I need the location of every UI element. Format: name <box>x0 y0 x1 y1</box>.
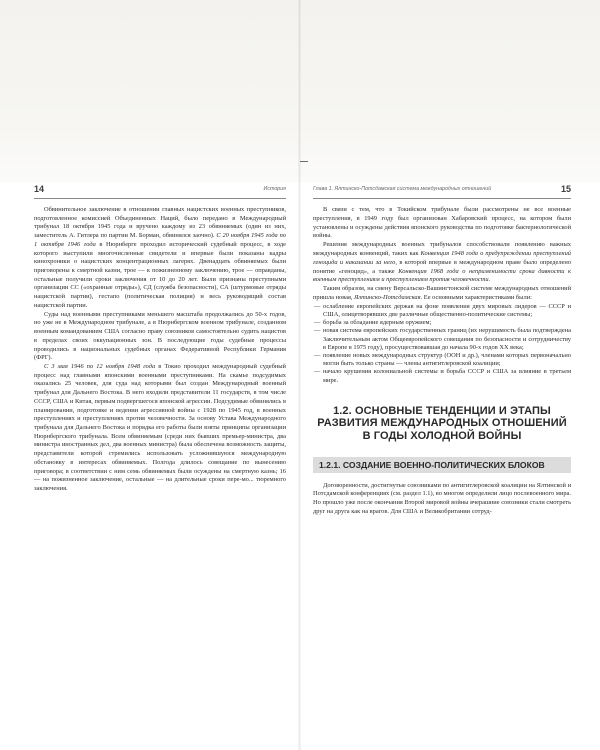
right-page-number: 15 <box>560 184 571 194</box>
right-paragraphs <box>313 206 571 303</box>
text-run: в Токио проходил международный судебный процесс над главными японскими военными преступниками. На скамье подсудимых оказались 25 человек, для суда над которыми был создан Международный военный трибунал для Дальнего Востока. В него входили представители 11 государств, в том числе СССР, США и Китая, первым подвергшегося японской агрессии. Подсудимые обвинялись в планировании, подготовке и ведении агрессивной войны с 1928 по 1945 год, в военных преступлениях и преступлениях против человечности. За основу Устава Международного трибунала для Дальнего Востока и порядка его работы были взяты принципы организации Нюрнбергского трибунала. Всем обвиняемым (среди них бывших премьер-министра, два министра иностранных дел, два военных министра) была обеспечена возможность защиты, представители которой стремились использовать усложнившуюся международную обстановку в интересах обвиняемых. Полгода длилось совещание по вынесению приговора; в соответствии с ним семь обвиняемых были осуждены на смертную казнь; 16 — на пожизненное заключение, остальные — на длительные сроки пере-мо... тюремного заключения. <box>34 362 286 492</box>
text-run: . <box>488 276 491 284</box>
right-running-head: Глава 1. Ялтинско-Потсдамская система международных отношений <box>313 186 492 192</box>
closing-paragraph: Договоренности, достигнутые союзниками по антигитлеровской коалиции на Ялтинской и Потсдамской конференциях (см. раздел 1.1), во многом определили лицо послевоенного мира. Но прошло уже после окончания Второй мировой войны вчерашние союзники стали смотреть друг на друга как на врагов. Для США и Великобритании сотруд- <box>313 481 571 515</box>
left-page-header <box>34 186 286 199</box>
characteristic-item <box>313 303 571 319</box>
left_page-paragraph-2 <box>34 311 286 363</box>
characteristic-text: ослабление европейских держав на фоне появления двух мировых лидеров — СССР и США, олицетворявших две различные общественно-политические системы; <box>323 302 571 318</box>
characteristic-item <box>313 352 571 368</box>
text-run: В связи с тем, что в Токийском трибунале были рассмотрены не все военные преступления, в 1949 году был организован Хабаровский процесс, на котором были установлены и осуждены действия японского руководства по подготовке бактериологической войны. <box>313 206 571 240</box>
bullet-dash: — <box>314 302 321 310</box>
text-run: в Нюрнберге проходил исторический судебный процесс, в ходе которого выступили многочисленные свидетели и впервые были показаны кадры кинохроники о нацистских концентрационных лагерях. Двенадцать обвиняемых были приговорены к смертной казни, трое — к пожизненному заключению, трое — оправданы, остальные получили сроки заключения от 10 до 20 лет. Были признаны преступными организации СС («охранные отряды»), СД (служба безопасности), СА (штурмовые отряды нацистской партии), гестапо (политическая полиция) и весь руководящий состав нацистской партии. <box>34 240 286 309</box>
left_page-paragraph-1 <box>34 206 286 311</box>
left-running-head: История <box>263 186 286 192</box>
characteristic-text: появление новых международных структур (ООН и др.), членами которых первоначально могли быть только страны — члены антигитлеровской коалиции; <box>323 351 571 368</box>
characteristic-text: новая система европейских государственных границ (их нерушимость была подтверждена Заключительным актом Общеевропейского совещания по безопасности и сотрудничеству в Европе в 1975 году), просуществовавшая до начала 90-х годов XX века; <box>323 327 571 351</box>
left-page-number: 14 <box>34 184 45 194</box>
characteristics-list <box>313 303 571 385</box>
characteristic-item <box>313 319 571 327</box>
italic-date-run: С 3 мая 1946 по 12 ноября 1948 года <box>44 362 156 370</box>
bullet-dash: — <box>314 327 321 335</box>
left-page <box>34 186 286 494</box>
subsection-heading: 1.2.1. СОЗДАНИЕ ВОЕННО-ПОЛИТИЧЕСКИХ БЛОКОВ <box>319 459 545 470</box>
text-run: Таким образом, на смену Версальско-Вашингтонской системе международных отношений пришла новая, <box>313 285 571 301</box>
subsection-heading-bar <box>313 457 571 473</box>
text-run: Суды над военными преступниками меньшего масштаба продолжались до 50-х годов, но уже не в Международном трибунале, а в Нюрнбергском военном трибунале, созданном военным командованием США согласно праву союзников самостоятельно судить нацистов в пределах своих оккупационных зон. В последующие годы судебные процессы проводились в национальных судебных органах Федеративной Республики Германия (ФРГ). <box>34 310 286 362</box>
right_page-paragraph-1 <box>313 206 571 241</box>
italic-date-run: Конвенция 1948 года о предупреждении преступлений геноцида и наказании за него <box>313 249 571 266</box>
characteristic-text: борьба за обладание ядерным оружием; <box>323 319 432 327</box>
right_page-paragraph-2 <box>313 241 571 285</box>
characteristic-item <box>313 327 571 352</box>
bullet-dash: — <box>314 319 321 327</box>
left-page-body <box>34 199 286 494</box>
bullet-dash: — <box>314 351 321 359</box>
right_page-paragraph-3 <box>313 285 571 303</box>
right-page-body <box>313 199 571 517</box>
right-page <box>313 186 571 517</box>
text-run: Решения международных военных трибуналов способствовали появлению важных международных конвенций, таких как <box>313 241 571 257</box>
characteristic-item <box>313 368 571 384</box>
text-run: . Ее основными характеристиками были: <box>420 293 532 301</box>
characteristic-text: начало крушения колониальной системы и борьба СССР и США за влияние в третьем мире. <box>323 368 571 384</box>
italic-date-run: С 20 ноября 1945 года по 1 октября 1946 года <box>34 232 286 248</box>
text-run: Обвинительное заключение в отношении главных нацистских военных преступников, подготовленное комиссией Объединенных Наций, было передано в Международный трибунал 18 октября 1945 года и вручено каждому из 23 обвиняемых (один из них, заместитель А. Гитлера по партии М. Борман, обвинялся заочно). <box>34 206 286 240</box>
right-page-header <box>313 186 571 199</box>
dash-mark <box>300 161 308 162</box>
book-gutter <box>298 0 301 750</box>
bullet-dash: — <box>314 368 321 376</box>
italic-date-run: Ялтинско-Потсдамская <box>354 293 421 301</box>
left_page-paragraph-3 <box>34 363 286 494</box>
text-run: , в которой впервые в международном праве было определено понятие «геноцид», а также <box>313 258 571 275</box>
section-heading: 1.2. ОСНОВНЫЕ ТЕНДЕНЦИИ И ЭТАПЫ РАЗВИТИЯ МЕЖДУНАРОДНЫХ ОТНОШЕНИЙ В ГОДЫ ХОЛОДНОЙ ВОЙНЫ <box>317 404 567 442</box>
italic-date-run: Конвенция 1968 года о неприменимости срока давности к военным преступлениям и преступлениям против человечности <box>313 267 571 284</box>
